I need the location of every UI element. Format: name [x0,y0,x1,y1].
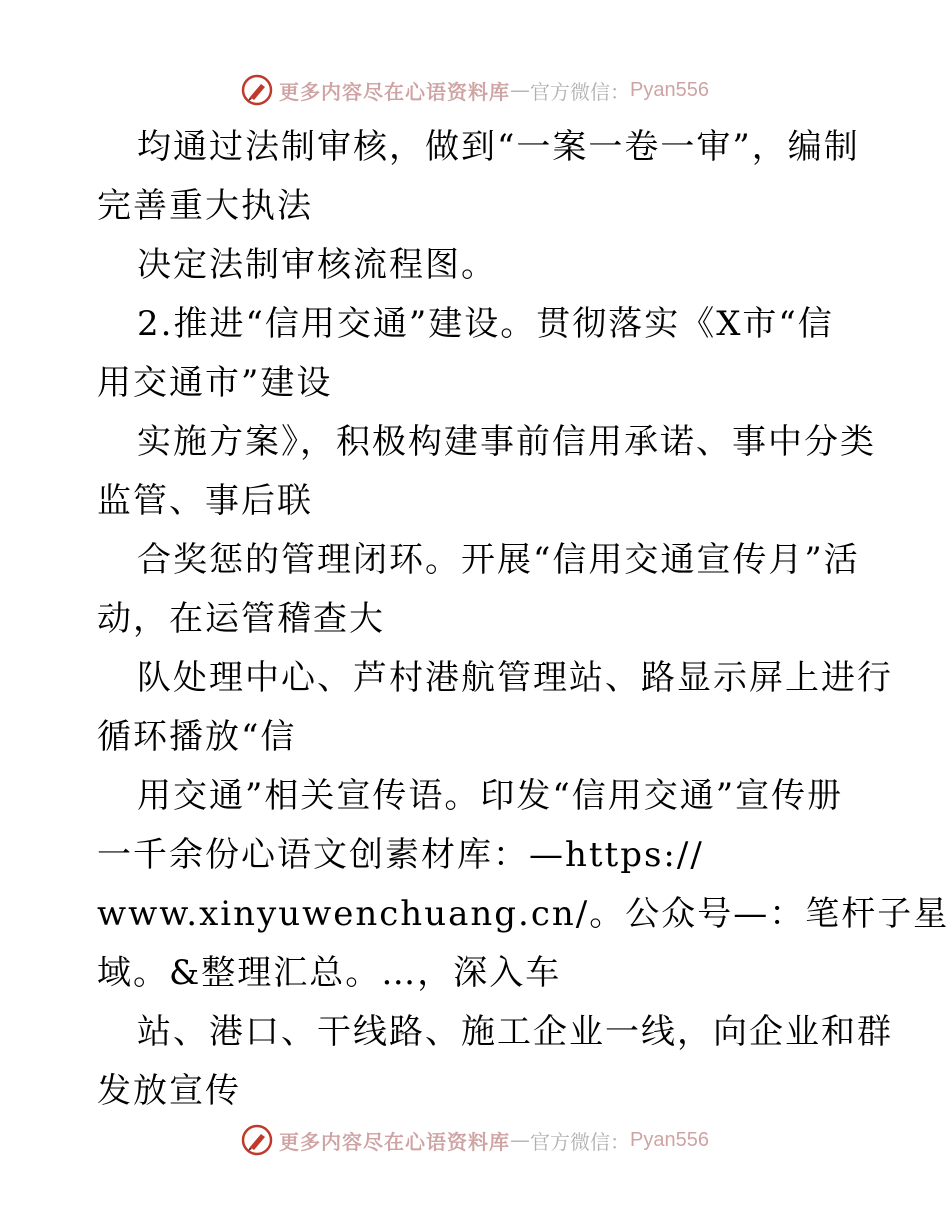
text-line: 发放宣传 [97,1071,241,1111]
text-line: 完善重大执法 [97,186,313,226]
banner-wechat-id: Pyan556 [630,78,709,101]
pen-logo-icon [241,74,273,106]
text-line: 决定法制审核流程图。 [137,245,497,285]
text-line: 站、港口、干线路、施工企业一线，向企业和群 [137,1012,893,1052]
header-watermark-banner [0,70,950,110]
footer-watermark-banner [0,1120,950,1160]
text-line: 合奖惩的管理闭环。开展“信用交通宣传月”活 [137,540,860,580]
text-line: 一千余份心语文创素材库：—https:// [97,835,704,875]
banner-separator: — [510,78,531,102]
text-line: 监管、事后联 [97,481,313,521]
banner-wechat-id: Pyan556 [630,1128,709,1151]
text-line: 域。&整理汇总。…，深入车 [97,953,562,993]
text-line: 实施方案》，积极构建事前信用承诺、事中分类 [137,422,876,462]
banner-contact-label: 官方微信： [530,79,631,104]
banner-brand-text: 更多内容尽在心语资料库 [279,79,511,104]
banner-separator: — [510,1128,531,1152]
banner-contact-label: 官方微信： [530,1129,631,1154]
text-line: 2.推进“信用交通”建设。贯彻落实《X市“信 [137,304,834,344]
text-line: 循环播放“信 [97,717,297,757]
pen-logo-icon [241,1124,273,1156]
banner-brand-text: 更多内容尽在心语资料库 [279,1129,511,1154]
text-line: 用交通市”建设 [97,363,333,403]
text-line: 用交通”相关宣传语。印发“信用交通”宣传册 [137,776,844,816]
text-line: 动，在运管稽查大 [97,599,385,639]
text-line: 队处理中心、芦村港航管理站、路显示屏上进行 [137,658,893,698]
document-body [97,118,950,1121]
text-line: 均通过法制审核，做到“一案一卷一审”，编制 [137,127,860,167]
text-line: www.xinyuwenchuang.cn/。公众号—：笔杆子星 [97,894,950,934]
